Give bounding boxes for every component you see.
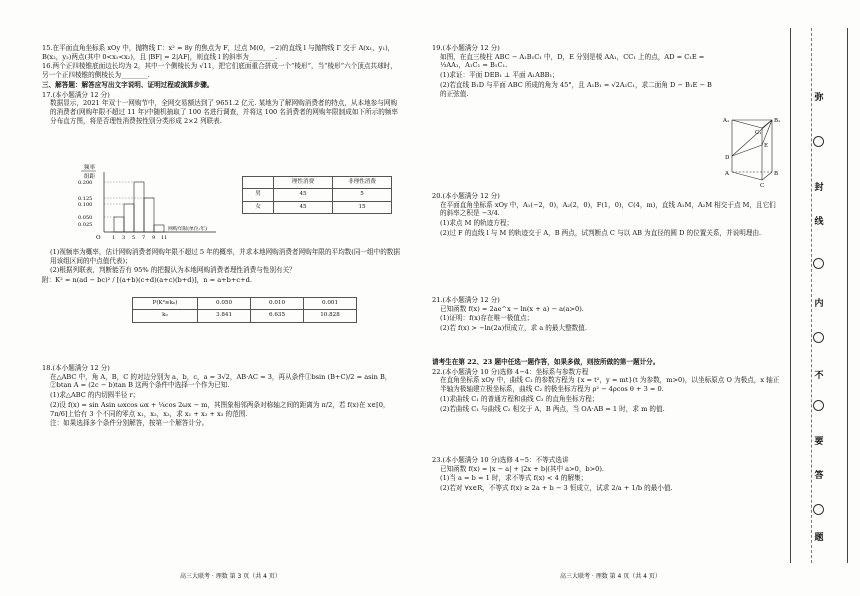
question-17-part-1: (1)视频率为概率，估计网购消费者网购年限不超过 5 年的概率，并求本地网购消费者网购年限的平均数(同一组中的数据用该组区间的中点值代表)； <box>50 248 400 265</box>
question-19-part-1: (1)求证：平面 DEB₁ ⊥ 平面 A₁ABB₁； <box>440 71 559 80</box>
binding-circle <box>813 504 824 515</box>
binding-circle <box>813 332 824 343</box>
bar-5-7 <box>134 182 144 232</box>
table1-cell: 5 <box>333 189 392 201</box>
critical-value-table <box>132 297 357 323</box>
table1-cell: 男 <box>243 189 274 201</box>
question-19-body: 如图，在直三棱柱 ABC − A₁B₁C₁ 中，D，E 分别是棱 AA₁，CC₁ 上的点，AD = C₁E = ⅓AA₁，A₁C₁ = B₁C₁. <box>440 52 705 70</box>
binding-char: 不 <box>813 368 825 381</box>
binding-circle <box>813 400 824 411</box>
bar-3-5 <box>124 204 134 232</box>
binding-margin <box>790 28 848 563</box>
table2-cell: 0.010 <box>251 298 304 310</box>
table1-header-1: 理性消费 <box>274 177 333 189</box>
ytick-0100: 0.100 <box>78 202 93 208</box>
table2-cell: 3.841 <box>198 310 251 322</box>
label-D: D <box>725 155 730 161</box>
label-C: C <box>760 183 765 188</box>
table2-cell: 6.635 <box>251 310 304 322</box>
question-19-part-2: (2)若直线 B₁D 与平面 ABC 所成的角为 45°，且 A₁B₁ = √2A₁C₁，求二面角 D − B₁E − B 的正弦值. <box>440 80 712 98</box>
contingency-table <box>242 176 392 214</box>
table1-header-2: 非理性消费 <box>333 177 392 189</box>
table1-cell: 45 <box>274 189 333 201</box>
left-footer: 高三大联考 · 理数 第 3 页（共 4 页） <box>180 573 281 580</box>
question-23-part-2: (2)若对 ∀x∈R，不等式 f(x) ≥ 2a + b − 3 恒成立，试求 2/a + 1/b 的最小值. <box>440 484 673 493</box>
question-18-part-1: (1)求△ABC 的内切圆半径 r； <box>50 391 140 400</box>
question-21-body: 已知函数 f(x) = 2ae^x − ln(x + a) − a(a>0). <box>440 304 584 313</box>
question-18-body: 在△ABC 中，角 A，B，C 的对边分别为 a，b，c，a = 3√2，AB·AC = 3，再从条件①bsin (B+C)/2 = asin B，②btan A = (2c − b)tan B 这两个条件中选择一个作为已知. <box>50 372 392 390</box>
binding-char: 题 <box>813 530 825 543</box>
question-18-part-2: (2)设 f(x) = sin Asin ωxcos ωx + ¼cos 2ωx − m，其图象相邻两条对称轴之间的距离为 π/2，若 f(x)在 x∈[0，7π/6]上恰有 3 个不同的零点 x₁，x₂，x₃，求 x₁ + x₂ + x₃ 的范围. <box>50 400 390 418</box>
table2-cell: 0.050 <box>198 298 251 310</box>
label-E: E <box>764 143 769 149</box>
question-21-head: 21.(本小题满分 12 分) <box>432 296 500 304</box>
section-heading: 三、解答题：解答应写出文字说明、证明过程或演算步骤。 <box>42 80 214 89</box>
label-C1: C₁ <box>755 130 762 136</box>
question-21-part-1: (1)证明：f(x)存在唯一极值点； <box>440 314 534 323</box>
question-21-part-2: (2)若 f(x) > −ln(2a)恒成立，求 a 的最大整数值. <box>440 324 587 333</box>
question-16: 16.两个正四棱锥底面边长均为 2，其中一个侧棱长为 √11，把它们底面重合拼成一个“棱形”，当“棱形”六个顶点共球时，另一个正四棱锥的侧棱长为________. <box>42 62 397 80</box>
prism-figure <box>722 112 784 188</box>
question-22-head: 22.(本小题满分 10 分)选修 4−4：坐标系与参数方程 <box>432 367 589 376</box>
histogram-origin: O <box>96 235 101 240</box>
binding-char: 答 <box>813 468 825 481</box>
table2-cell: 0.001 <box>304 298 357 310</box>
question-22-part-2: (2)若曲线 C₁ 与曲线 C₂ 相交于 A，B 两点，当 OA·AB = 1 时，求 m 的值. <box>440 404 665 413</box>
binding-circle <box>813 136 824 147</box>
ytick-0200: 0.200 <box>78 180 93 186</box>
histogram-ylabel-bottom: 组距 <box>84 174 96 180</box>
ytick-0050: 0.050 <box>78 215 93 221</box>
table1-header-0 <box>243 177 274 189</box>
label-A: A <box>725 171 729 177</box>
bar-9-11 <box>154 225 164 232</box>
question-19-head: 19.(本小题满分 12 分) <box>432 44 500 52</box>
question-18-note: 注：如果选择多个条件分别解答，按第一个解答计分。 <box>50 419 209 428</box>
bar-7-9 <box>144 198 154 232</box>
binding-char: 封 <box>813 180 825 193</box>
binding-circle <box>813 258 824 269</box>
label-B: B <box>774 171 779 177</box>
formula: 附：K² = n(ad − bc)² / [(a+b)(c+d)(a+c)(b+d)]，n = a+b+c+d. <box>42 276 252 285</box>
label-B1: B₁ <box>774 118 781 124</box>
question-20-body: 在平面直角坐标系 xOy 中，A₁(−2，0)，A₂(2，0)，F(1，0)，C(4，m)，直线 A₁M，A₂M 相交于点 M，且它们的斜率之积是 −3/4. <box>440 200 776 218</box>
xtick-7: 7 <box>142 235 146 240</box>
question-17-part-2: (2)根据列联表，判断能否有 95% 的把握认为本地网购消费者理性消费与性别有关？ <box>50 266 296 275</box>
question-17-head: 17.(本小题满分 12 分) <box>42 90 110 99</box>
ytick-0025: 0.025 <box>78 222 93 228</box>
binding-char: 要 <box>813 434 825 447</box>
choice-note: 请考生在第 22、23 题中任选一题作答，如果多做，则按所做的第一题计分。 <box>432 358 660 366</box>
question-15: 15.在平面直角坐标系 xOy 中，抛物线 Γ：x² = 8y 的焦点为 F，过点 M(0，−2)的直线 l 与抛物线 Γ 交于 A(x₁，y₁)，B(x₂，y₂)两点(其中 0<x₁<x₂)，且 |BF| = 2|AF|，则直线 l 的斜率为________. <box>42 44 395 61</box>
question-22-part-1: (1)求曲线 C₁ 的普通方程和曲线 C₂ 的直角坐标方程； <box>440 394 599 403</box>
table2-cell: 10.828 <box>304 310 357 322</box>
binding-char: 内 <box>813 296 825 309</box>
xtick-9: 9 <box>152 235 156 240</box>
question-17-body: 数据显示，2021 年双十一网购节中，全网交易额达到了 9651.2 亿元. 某地为了解网购消费者的特点，从本地参与网购的消费者(网购年限不超过 11 年)中随机抽取了 100 名进行调查，并将这 100 名消费者的网购年限制成如下所示的频率分布直方图，将是否理性消费按性别分类形成 2×2 列联表. <box>50 99 398 125</box>
question-22-body: 在直角坐标系 xOy 中，曲线 C₁ 的参数方程为 {x = t²，y = mt}(t 为参数，m>0)，以坐标原点 O 为极点，x 轴正半轴为极轴建立极坐标系，曲线 C₂ 的极坐标方程为 ρ² − 4ρcos θ + 3 = 0. <box>440 376 780 394</box>
histogram-ylabel-top: 频率 <box>84 165 96 171</box>
xtick-11: 11 <box>161 235 168 240</box>
xtick-3: 3 <box>122 235 126 240</box>
question-18-head: 18.(本小题满分 12 分) <box>42 364 110 372</box>
right-footer: 高三大联考 · 理数 第 4 页（共 4 页） <box>560 573 661 580</box>
xtick-1: 1 <box>112 235 116 240</box>
question-23-body: 已知函数 f(x) = |x − a| + |2x + b|(其中 a>0，b>0). <box>440 464 605 473</box>
ytick-0125: 0.125 <box>78 196 93 202</box>
table2-cell: P(K²≥k₀) <box>133 298 198 310</box>
bar-1-3 <box>114 217 124 232</box>
left-page <box>42 0 402 560</box>
binding-char: 线 <box>813 214 825 227</box>
table1-cell: 15 <box>333 201 392 213</box>
question-20-part-2: (2)过 F 的直线 l 与 M 的轨迹交于 A，B 两点，试判断点 C 与以 AB 为直径的圆 D 的位置关系，并说明理由. <box>440 228 762 237</box>
label-A1: A₁ <box>723 118 730 124</box>
table1-cell: 女 <box>243 201 274 213</box>
binding-char: 弥 <box>813 90 825 103</box>
question-23-part-1: (1)当 a = b = 1 时，求不等式 f(x) < 4 的解集； <box>440 474 588 483</box>
histogram-xlabel: 网购年限(单位:年) <box>168 227 207 232</box>
right-page <box>432 0 782 560</box>
table2-cell: k₀ <box>133 310 198 322</box>
table1-cell: 45 <box>274 201 333 213</box>
question-23-head: 23.(本小题满分 10 分)选修 4−5：不等式选讲 <box>432 456 569 464</box>
question-20-part-1: (1)求点 M 的轨迹方程； <box>440 219 514 228</box>
question-20-head: 20.(本小题满分 12 分) <box>432 192 500 200</box>
xtick-5: 5 <box>132 235 136 240</box>
histogram <box>76 162 226 240</box>
